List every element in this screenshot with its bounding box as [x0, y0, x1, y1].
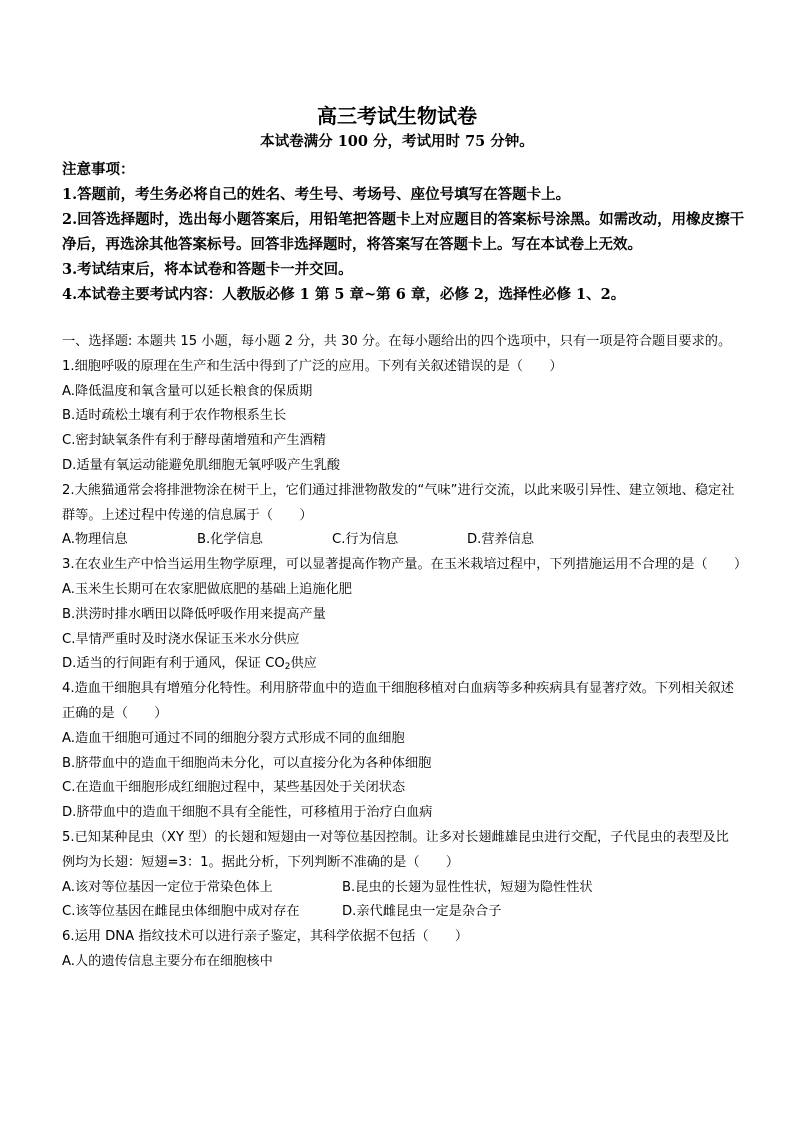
question-option: A.降低温度和氧含量可以延长粮食的保质期	[62, 383, 313, 399]
question-option: B.昆虫的长翅为显性性状，短翅为隐性性状	[342, 879, 593, 895]
option-text: D.适当的行间距有利于通风，保证 CO	[62, 656, 285, 672]
question-stem: 4.造血干细胞具有增殖分化特性。利用脐带血中的造血干细胞移植对白血病等多种疾病具有显著疗效。下列相关叙述正确的是（ ）	[62, 681, 734, 721]
option-row	[62, 900, 742, 925]
question-option: A.物理信息	[62, 532, 128, 548]
question-option: B.脐带血中的造血干细胞尚未分化，可以直接分化为各种体细胞	[62, 755, 432, 771]
question-option: A.该对等位基因一定位于常染色体上	[62, 879, 273, 895]
question-option: B.洪涝时排水晒田以降低呼吸作用来提高产量	[62, 606, 326, 622]
option-row	[62, 528, 742, 553]
question-option: D.脐带血中的造血干细胞不具有全能性，可移植用于治疗白血病	[62, 805, 433, 821]
note-item: 2.回答选择题时，选出每小题答案后，用铅笔把答题卡上对应题目的答案标号涂黑。如需改动，用橡皮擦干净后，再选涂其他答案标号。回答非选择题时，将答案写在答题卡上。写在本试卷上无效。	[62, 211, 745, 253]
question-option: B.适时疏松土壤有利于农作物根系生长	[62, 408, 287, 424]
question-option: C.旱情严重时及时浇水保证玉米水分供应	[62, 631, 300, 647]
section-intro: 一、选择题: 本题共 15 小题，每小题 2 分，共 30 分。在每小题给出的四个选项中，只有一项是符合题目要求的。	[62, 334, 732, 349]
question-option: D.亲代雌昆虫一定是杂合子	[342, 904, 502, 920]
note-item: 1.答题前，考生务必将自己的姓名、考生号、考场号、座位号填写在答题卡上。	[62, 186, 571, 203]
subscript: 2	[284, 662, 291, 673]
exam-info: 本试卷满分 100 分，考试用时 75 分钟。	[260, 133, 534, 150]
question-stem: 6.运用 DNA 指纹技术可以进行亲子鉴定，其科学依据不包括（ ）	[62, 929, 469, 945]
note-item: 4.本试卷主要考试内容：人教版必修 1 第 5 章~第 6 章，必修 2，选择性必修 1、2。	[62, 286, 626, 303]
option-row	[62, 876, 742, 901]
question-stem: 2.大熊猫通常会将排泄物涂在树干上，它们通过排泄物散发的“气味”进行交流，以此来吸引异性、建立领地、稳定社群等。上述过程中传递的信息属于（ ）	[62, 482, 735, 523]
question-option: A.玉米生长期可在农家肥做底肥的基础上追施化肥	[62, 581, 352, 597]
question-option: D.适量有氧运动能避免肌细胞无氧呼吸产生乳酸	[62, 457, 341, 473]
question-option: A.人的遗传信息主要分布在细胞核中	[62, 953, 273, 969]
note-item: 3.考试结束后，将本试卷和答题卡一并交回。	[62, 261, 353, 278]
question-option: C.在造血干细胞形成红细胞过程中，某些基因处于关闭状态	[62, 780, 406, 796]
question-stem: 5.已知某种昆虫（XY 型）的长翅和短翅由一对等位基因控制。让多对长翅雌雄昆虫进行交配，子代昆虫的表型及比例均为长翅：短翅=3：1。据此分析，下列判断不准确的是（ ）	[62, 829, 729, 870]
page-title: 高三考试生物试卷	[317, 104, 477, 128]
notes-section	[62, 157, 752, 307]
option-text: 供应	[290, 656, 317, 672]
question-option: D.营养信息	[467, 532, 535, 548]
question-stem: 1.细胞呼吸的原理在生产和生活中得到了广泛的应用。下列有关叙述错误的是（ ）	[62, 358, 563, 374]
question-option: C.行为信息	[332, 532, 399, 548]
question-option: C.该等位基因在雌昆虫体细胞中成对存在	[62, 904, 300, 920]
question-option	[62, 652, 742, 677]
notes-heading: 注意事项：	[62, 161, 135, 178]
questions-section	[62, 330, 748, 975]
question-option: C.密封缺氧条件有利于酵母菌增殖和产生酒精	[62, 433, 326, 449]
question-stem: 3.在农业生产中恰当运用生物学原理，可以显著提高作物产量。在玉米栽培过程中，下列措施运用不合理的是（ ）	[62, 557, 748, 573]
question-option: B.化学信息	[197, 532, 263, 548]
question-option: A.造血干细胞可通过不同的细胞分裂方式形成不同的血细胞	[62, 730, 405, 746]
